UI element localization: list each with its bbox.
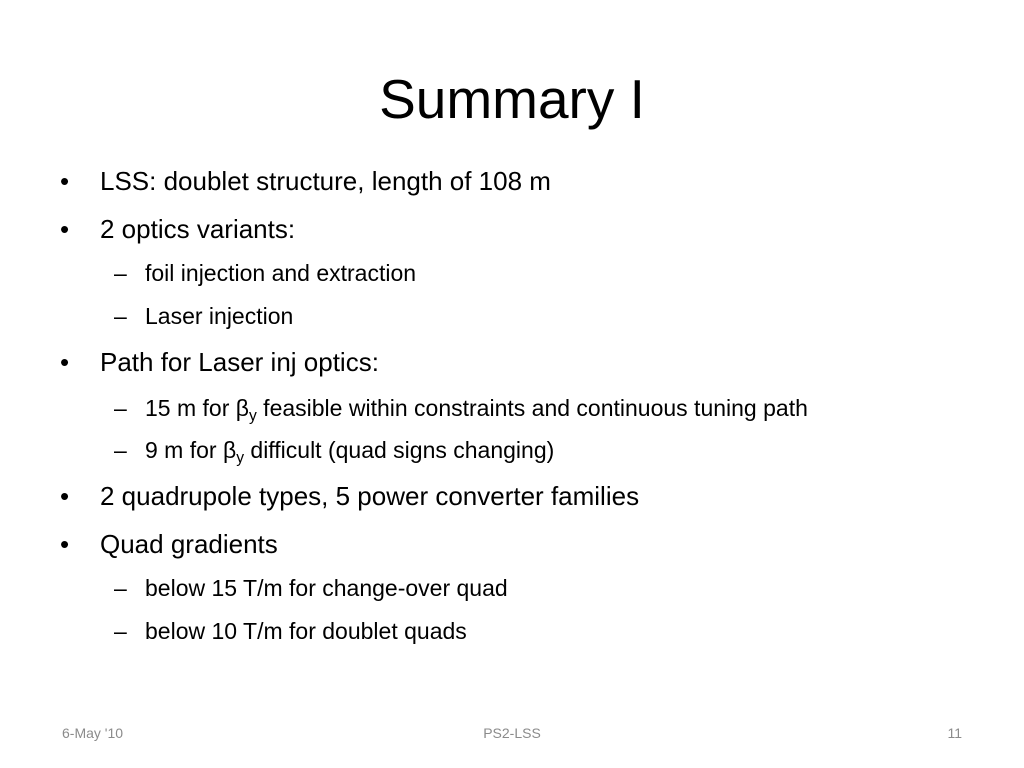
bullet-marker: •	[60, 347, 70, 377]
footer-date: 6-May '10	[62, 725, 124, 741]
sub-bullet-marker: –	[114, 575, 127, 601]
sub-bullet-text: below 15 T/m for change-over quad	[145, 575, 508, 601]
beta-subscript: y	[236, 449, 245, 467]
bullet-marker: •	[60, 529, 70, 559]
sub-bullet-marker: –	[114, 618, 127, 644]
sub-bullet-text-suffix: feasible within constraints and continuous tuning path	[256, 395, 808, 421]
sub-bullet-text	[145, 394, 808, 425]
slide-title: Summary I	[379, 68, 645, 130]
sub-bullet-text: Laser injection	[145, 303, 294, 329]
beta-subscript: y	[248, 407, 257, 425]
footer-page-number: 11	[947, 725, 962, 741]
sub-bullet-text-prefix: 15 m for β	[145, 395, 249, 421]
sub-bullet-marker: –	[114, 303, 127, 329]
sub-bullet-text	[145, 436, 555, 467]
sub-bullet-marker: –	[114, 260, 127, 286]
footer-title: PS2-LSS	[483, 725, 541, 741]
sub-bullet-text-prefix: 9 m for β	[145, 437, 237, 463]
sub-bullet-marker: –	[114, 437, 127, 463]
sub-bullet-text: below 10 T/m for doublet quads	[145, 618, 467, 644]
bullet-text: 2 optics variants:	[100, 214, 296, 244]
bullet-marker: •	[60, 166, 70, 196]
bullet-text: 2 quadrupole types, 5 power converter families	[100, 481, 640, 511]
bullet-text: LSS: doublet structure, length of 108 m	[100, 166, 551, 196]
bullet-text: Path for Laser inj optics:	[100, 347, 379, 377]
bullet-marker: •	[60, 481, 70, 511]
sub-bullet-marker: –	[114, 395, 127, 421]
bullet-marker: •	[60, 214, 70, 244]
sub-bullet-text-suffix: difficult (quad signs changing)	[244, 437, 555, 463]
sub-bullet-text: foil injection and extraction	[145, 260, 417, 286]
bullet-text: Quad gradients	[100, 529, 278, 559]
